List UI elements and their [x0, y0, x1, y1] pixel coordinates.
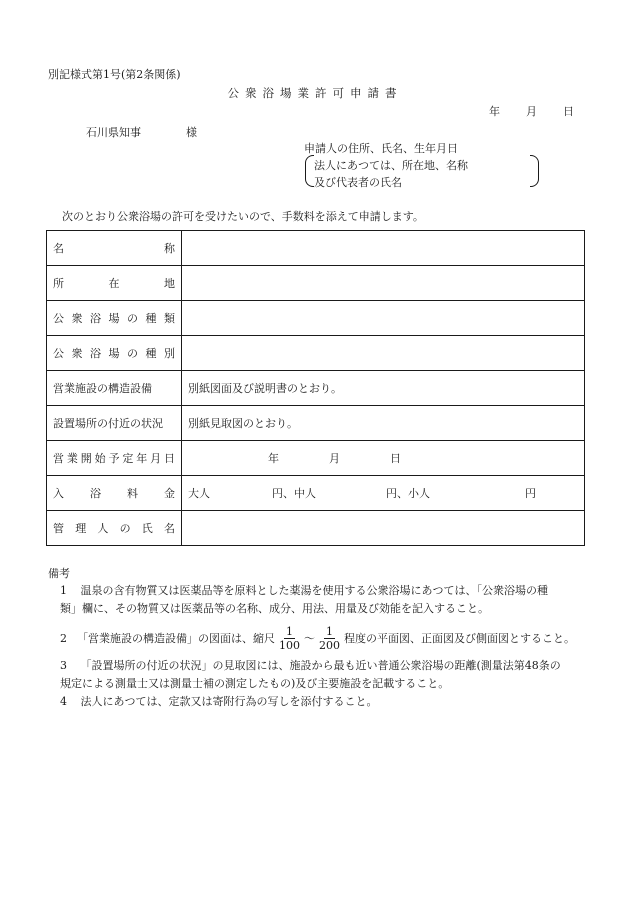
bracket-right	[530, 155, 539, 187]
row-bath-category	[47, 336, 585, 371]
label-char: 予	[108, 452, 120, 465]
row-manager-name	[47, 511, 585, 546]
field-value-text: 別紙図面及び説明書のとおり。	[188, 382, 342, 395]
field-label-bath-type	[47, 301, 182, 336]
label-char: 人	[97, 522, 109, 535]
field-label-bath-category	[47, 336, 182, 371]
note-text: 「設置場所の付近の状況」の見取図には、施設から最も近い普通公衆浴場の距離(測量法第48条の	[80, 659, 561, 672]
label-char: 公	[53, 312, 64, 325]
note-text: 温泉の含有物質又は医薬品等を原料とした薬湯を使用する公衆浴場にあつては、「公衆浴場の種	[80, 584, 548, 597]
note-number: 1	[60, 584, 67, 597]
note-2	[60, 625, 575, 652]
label-char: 衆	[71, 312, 83, 325]
field-label-name	[47, 231, 182, 266]
fee-part: 円、小人	[386, 487, 430, 500]
field-value-name[interactable]	[182, 231, 585, 266]
note-text: 規定による測量士又は測量士補の測定したもの)及び主要施設を記載すること。	[60, 677, 450, 690]
field-value-opening-date[interactable]	[182, 441, 585, 476]
label-char: 定	[122, 452, 134, 465]
addressee: 石川県知事	[86, 126, 141, 139]
note-text: 法人にあつては、定款又は寄附行為の写しを添付すること。	[80, 695, 378, 708]
label-char: 場	[108, 347, 120, 360]
note-1	[60, 581, 548, 601]
label-char: 地	[164, 277, 175, 290]
label-char: 管	[53, 522, 64, 535]
field-label-manager-name	[47, 511, 182, 546]
date-unit: 月	[329, 452, 340, 465]
date-month-label: 月	[526, 105, 537, 118]
row-name	[47, 231, 585, 266]
label-char: 金	[164, 487, 175, 500]
label-char: 公	[53, 347, 64, 360]
label-char: の	[119, 522, 131, 535]
field-value-location[interactable]	[182, 266, 585, 301]
label-char: 開	[80, 452, 92, 465]
field-label-bathing-fee	[47, 476, 182, 511]
fee-part: 円	[525, 487, 536, 500]
label-char: 所	[53, 277, 64, 290]
field-value-site-surroundings[interactable]	[182, 406, 585, 441]
note-text: 「営業施設の構造設備」の図面は、縮尺	[77, 631, 275, 645]
row-opening-date	[47, 441, 585, 476]
label-char: 類	[164, 312, 175, 325]
addressee-honorific: 様	[186, 126, 197, 139]
label-char: 入	[53, 487, 64, 500]
label-char: 浴	[90, 312, 101, 325]
date-day-label: 日	[563, 105, 574, 118]
label-char: 理	[75, 522, 87, 535]
note-3-continued	[60, 674, 449, 694]
date-unit: 年	[268, 452, 279, 465]
intro-statement: 次のとおり公衆浴場の許可を受けたいので、手数料を添えて申請します。	[62, 210, 424, 223]
label-char: 浴	[90, 487, 101, 500]
note-number: 2	[60, 631, 67, 645]
field-label-location	[47, 266, 182, 301]
row-bath-type	[47, 301, 585, 336]
row-facility-structure	[47, 371, 585, 406]
applicant-info-label: 申請人の住所、氏名、生年月日	[304, 142, 458, 155]
label-char: 別	[164, 347, 175, 360]
field-value-bath-type[interactable]	[182, 301, 585, 336]
document-title: 公衆浴場業許可申請書	[227, 86, 403, 100]
field-value-text: 別紙見取図のとおり。	[188, 417, 298, 430]
date-unit: 日	[390, 452, 401, 465]
label-char: 年	[136, 452, 148, 465]
row-site-surroundings	[47, 406, 585, 441]
field-value-bath-category[interactable]	[182, 336, 585, 371]
label-char: 場	[108, 312, 120, 325]
label-char: 設置場所の付近の状況	[53, 417, 163, 430]
applicant-corporate-note: 法人にあつては、所在地、名称	[314, 159, 468, 172]
date-year-label: 年	[489, 105, 500, 118]
form-number-label: 別記様式第1号(第2条関係)	[48, 68, 181, 81]
label-char: 種	[145, 312, 157, 325]
label-char: 月	[150, 452, 162, 465]
fee-part: 大人	[188, 487, 210, 500]
row-location	[47, 266, 585, 301]
note-1-continued	[60, 599, 489, 619]
label-char: 在	[108, 277, 120, 290]
field-value-facility-structure[interactable]	[182, 371, 585, 406]
scale-fraction-100: $\frac{1}{100}$	[279, 625, 300, 652]
fee-part: 円、中人	[272, 487, 316, 500]
notes-heading: 備考	[48, 567, 70, 580]
label-char: 衆	[71, 347, 83, 360]
label-char: 浴	[90, 347, 101, 360]
label-char: 始	[94, 452, 106, 465]
label-char: 日	[164, 452, 175, 465]
application-table	[46, 230, 585, 546]
field-label-facility-structure	[47, 371, 182, 406]
note-number: 4	[60, 695, 67, 708]
label-char: 称	[164, 242, 175, 255]
note-number: 3	[60, 659, 67, 672]
note-text: 程度の平面図、正面図及び側面図とすること。	[344, 631, 575, 645]
label-char: 氏	[141, 522, 153, 535]
label-char: の	[127, 312, 138, 325]
label-char: 営業施設の構造設備	[53, 382, 152, 395]
field-value-manager-name[interactable]	[182, 511, 585, 546]
label-char: 名	[163, 522, 175, 535]
applicant-representative-note: 及び代表者の氏名	[314, 176, 402, 189]
range-tilde: ～	[304, 631, 315, 645]
note-4	[60, 692, 378, 712]
row-bathing-fee	[47, 476, 585, 511]
label-char: 種	[145, 347, 157, 360]
field-label-opening-date	[47, 441, 182, 476]
label-char: 業	[66, 452, 78, 465]
label-char: 名	[53, 242, 64, 255]
scale-fraction-200: $\frac{1}{200}$	[319, 625, 340, 652]
label-char: 料	[127, 487, 138, 500]
note-text: 類」欄に、その物質又は医薬品等の名称、成分、用法、用量及び効能を記入すること。	[60, 602, 489, 615]
note-3	[60, 656, 561, 676]
label-char: の	[127, 347, 138, 360]
bracket-left	[305, 155, 314, 187]
field-value-bathing-fee[interactable]	[182, 476, 585, 511]
label-char: 営	[53, 452, 64, 465]
field-label-site-surroundings	[47, 406, 182, 441]
